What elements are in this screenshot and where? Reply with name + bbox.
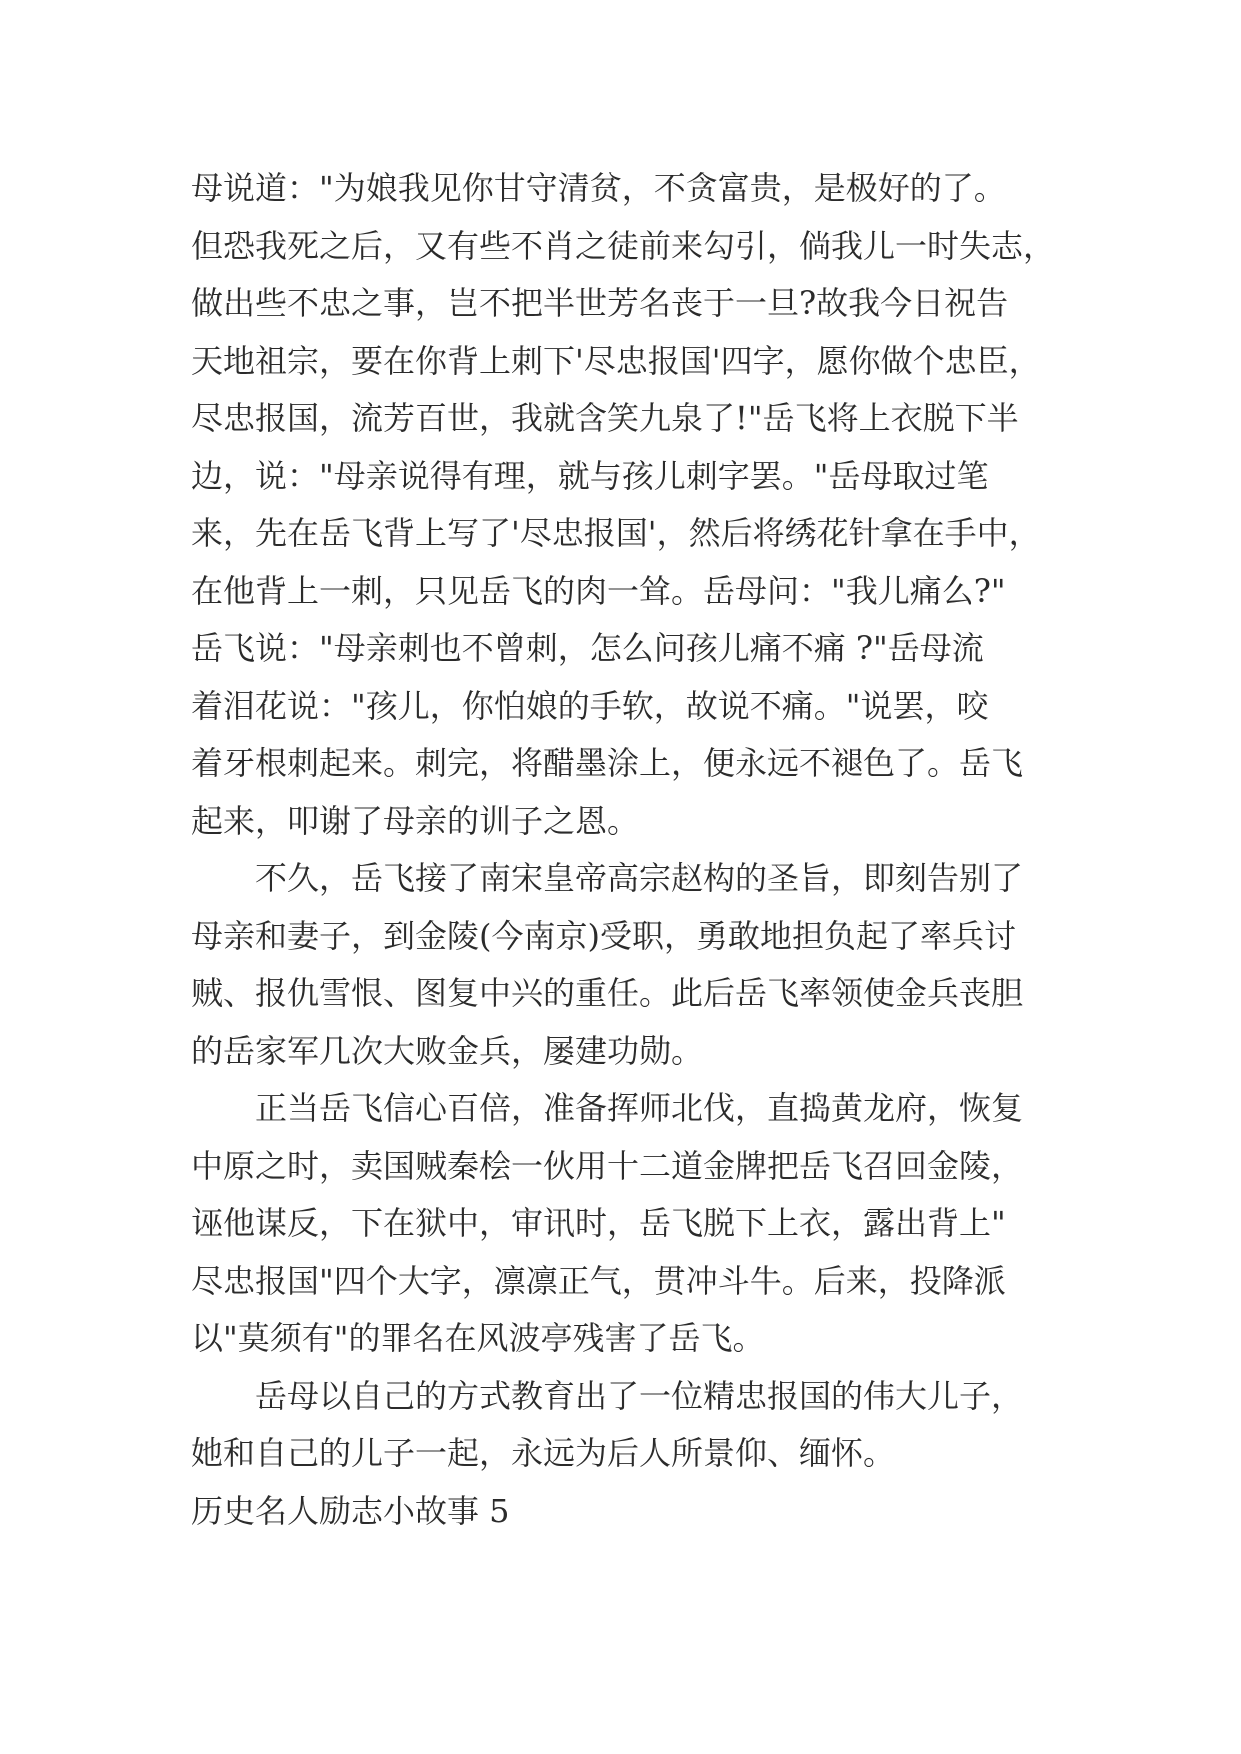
text-line: 不久，岳飞接了南宋皇帝高宗赵构的圣旨，即刻告别了 — [255, 859, 1024, 897]
text-line: 着牙根刺起来。刺完，将醋墨涂上，便永远不褪色了。岳飞 — [191, 744, 1024, 782]
paragraph-departure — [191, 850, 1071, 1080]
paragraph-continuation — [191, 160, 1071, 850]
text-line: 她和自己的儿子一起，永远为后人所景仰、缅怀。 — [191, 1434, 896, 1472]
text-line: 母说道："为娘我见你甘守清贫，不贪富贵，是极好的了。 — [191, 169, 1006, 207]
text-line: 以"莫须有"的罪名在风波亭残害了岳飞。 — [191, 1319, 765, 1357]
text-line: 尽忠报国"四个大字，凛凛正气，贯冲斗牛。后来，投降派 — [191, 1261, 1006, 1300]
text-line: 正当岳飞信心百倍，准备挥师北伐，直捣黄龙府，恢复 — [255, 1089, 1024, 1127]
text-line: 边，说："母亲说得有理，就与孩儿刺字罢。"岳母取过笔 — [191, 456, 989, 495]
text-line: 天地祖宗，要在你背上刺下'尽忠报国'四字，愿你做个忠臣， — [191, 341, 1041, 380]
text-line: 着泪花说："孩儿，你怕娘的手软，故说不痛。"说罢，咬 — [191, 686, 989, 725]
text-line: 起来，叩谢了母亲的训子之恩。 — [191, 801, 640, 840]
text-line: 母亲和妻子，到金陵(今南京)受职，勇敢地担负起了率兵讨 — [191, 916, 1016, 955]
text-line: 尽忠报国，流芳百世，我就含笑九泉了!"岳飞将上衣脱下半 — [191, 399, 1019, 437]
paragraph-framed — [191, 1080, 1071, 1368]
text-line: 但恐我死之后，又有些不肖之徒前来勾引，倘我儿一时失志， — [191, 226, 1056, 265]
text-line: 的岳家军几次大败金兵，屡建功勋。 — [191, 1031, 704, 1070]
text-line: 来，先在岳飞背上写了'尽忠报国'，然后将绣花针拿在手中， — [191, 514, 1041, 552]
text-line: 中原之时，卖国贼秦桧一伙用十二道金牌把岳飞召回金陵， — [191, 1146, 1024, 1185]
document-body — [191, 160, 1071, 1540]
text-line: 岳飞说："母亲刺也不曾刺，怎么问孩儿痛不痛 ?"岳母流 — [191, 629, 984, 667]
text-line: 诬他谋反，下在狱中，审讯时，岳飞脱下上衣，露出背上" — [191, 1204, 1006, 1242]
text-line: 岳母以自己的方式教育出了一位精忠报国的伟大儿子， — [255, 1376, 1024, 1415]
paragraph-conclusion — [191, 1368, 1071, 1483]
text-line: 做出些不忠之事，岂不把半世芳名丧于一旦?故我今日祝告 — [191, 284, 1009, 322]
text-line: 贼、报仇雪恨、图复中兴的重任。此后岳飞率领使金兵丧胆 — [191, 974, 1024, 1012]
section-heading: 历史名人励志小故事 5 — [191, 1491, 510, 1530]
text-line: 在他背上一刺，只见岳飞的肉一耸。岳母问："我儿痛么?" — [191, 571, 1006, 610]
